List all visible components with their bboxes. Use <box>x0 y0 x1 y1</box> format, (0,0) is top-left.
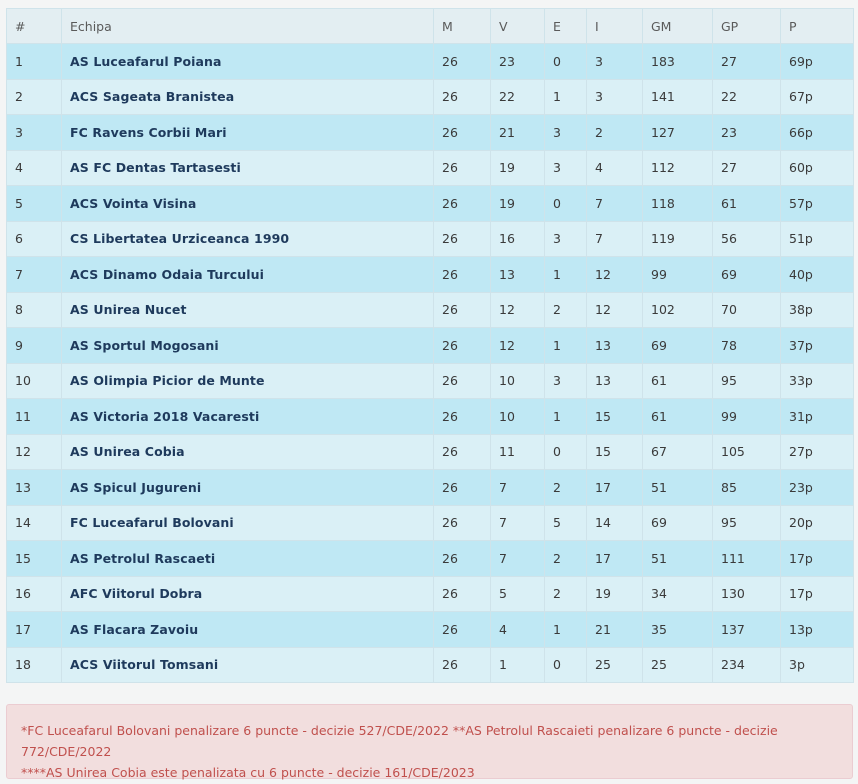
cell-wins: 11 <box>491 434 545 470</box>
cell-goals-for: 34 <box>643 576 713 612</box>
cell-draws: 0 <box>545 44 587 80</box>
table-row <box>7 221 854 257</box>
cell-goals-against: 61 <box>713 186 781 222</box>
standings-table <box>6 8 854 683</box>
cell-losses: 3 <box>587 44 643 80</box>
cell-points: 37p <box>781 328 854 364</box>
cell-played: 26 <box>434 363 491 399</box>
cell-points: 69p <box>781 44 854 80</box>
cell-played: 26 <box>434 44 491 80</box>
cell-team: AFC Viitorul Dobra <box>62 576 434 612</box>
cell-rank: 12 <box>7 434 62 470</box>
cell-goals-against: 70 <box>713 292 781 328</box>
cell-played: 26 <box>434 328 491 364</box>
cell-points: 3p <box>781 647 854 683</box>
cell-goals-against: 111 <box>713 541 781 577</box>
cell-rank: 5 <box>7 186 62 222</box>
header-draws: E <box>545 9 587 44</box>
standings-container <box>6 8 853 683</box>
cell-losses: 15 <box>587 434 643 470</box>
cell-wins: 21 <box>491 115 545 151</box>
cell-goals-against: 95 <box>713 505 781 541</box>
cell-losses: 13 <box>587 328 643 364</box>
cell-losses: 7 <box>587 186 643 222</box>
cell-team: ACS Vointa Visina <box>62 186 434 222</box>
cell-rank: 13 <box>7 470 62 506</box>
cell-goals-for: 183 <box>643 44 713 80</box>
cell-played: 26 <box>434 612 491 648</box>
cell-losses: 19 <box>587 576 643 612</box>
cell-team: AS Olimpia Picior de Munte <box>62 363 434 399</box>
table-row <box>7 505 854 541</box>
cell-wins: 7 <box>491 470 545 506</box>
cell-goals-for: 102 <box>643 292 713 328</box>
cell-goals-against: 69 <box>713 257 781 293</box>
cell-played: 26 <box>434 399 491 435</box>
cell-points: 51p <box>781 221 854 257</box>
cell-points: 33p <box>781 363 854 399</box>
cell-draws: 2 <box>545 541 587 577</box>
cell-points: 31p <box>781 399 854 435</box>
cell-goals-for: 61 <box>643 363 713 399</box>
cell-goals-for: 118 <box>643 186 713 222</box>
header-wins: V <box>491 9 545 44</box>
cell-rank: 1 <box>7 44 62 80</box>
penalty-note <box>6 704 853 779</box>
cell-points: 20p <box>781 505 854 541</box>
cell-rank: 3 <box>7 115 62 151</box>
cell-wins: 5 <box>491 576 545 612</box>
table-row <box>7 576 854 612</box>
cell-points: 38p <box>781 292 854 328</box>
cell-goals-for: 25 <box>643 647 713 683</box>
cell-wins: 19 <box>491 150 545 186</box>
cell-draws: 2 <box>545 576 587 612</box>
cell-rank: 10 <box>7 363 62 399</box>
cell-losses: 3 <box>587 79 643 115</box>
table-row <box>7 79 854 115</box>
cell-team: ACS Dinamo Odaia Turcului <box>62 257 434 293</box>
cell-team: ACS Sageata Branistea <box>62 79 434 115</box>
cell-goals-for: 127 <box>643 115 713 151</box>
cell-team: CS Libertatea Urziceanca 1990 <box>62 221 434 257</box>
cell-played: 26 <box>434 257 491 293</box>
cell-draws: 1 <box>545 612 587 648</box>
cell-points: 67p <box>781 79 854 115</box>
cell-rank: 15 <box>7 541 62 577</box>
cell-goals-for: 141 <box>643 79 713 115</box>
cell-played: 26 <box>434 292 491 328</box>
cell-losses: 2 <box>587 115 643 151</box>
cell-rank: 4 <box>7 150 62 186</box>
cell-team: AS Flacara Zavoiu <box>62 612 434 648</box>
table-row <box>7 115 854 151</box>
cell-team: AS Sportul Mogosani <box>62 328 434 364</box>
cell-wins: 12 <box>491 292 545 328</box>
cell-losses: 25 <box>587 647 643 683</box>
cell-goals-against: 85 <box>713 470 781 506</box>
cell-points: 23p <box>781 470 854 506</box>
header-played: M <box>434 9 491 44</box>
cell-played: 26 <box>434 150 491 186</box>
cell-played: 26 <box>434 115 491 151</box>
cell-losses: 12 <box>587 257 643 293</box>
cell-rank: 8 <box>7 292 62 328</box>
cell-team: ACS Viitorul Tomsani <box>62 647 434 683</box>
table-row <box>7 257 854 293</box>
table-row <box>7 647 854 683</box>
table-row <box>7 328 854 364</box>
cell-wins: 22 <box>491 79 545 115</box>
cell-losses: 12 <box>587 292 643 328</box>
cell-wins: 19 <box>491 186 545 222</box>
cell-points: 66p <box>781 115 854 151</box>
cell-losses: 4 <box>587 150 643 186</box>
table-row <box>7 541 854 577</box>
cell-rank: 6 <box>7 221 62 257</box>
cell-played: 26 <box>434 541 491 577</box>
cell-goals-against: 23 <box>713 115 781 151</box>
cell-goals-against: 95 <box>713 363 781 399</box>
standings-body <box>7 44 854 683</box>
cell-draws: 0 <box>545 186 587 222</box>
cell-draws: 0 <box>545 647 587 683</box>
cell-goals-against: 137 <box>713 612 781 648</box>
cell-played: 26 <box>434 79 491 115</box>
cell-losses: 7 <box>587 221 643 257</box>
table-row <box>7 363 854 399</box>
table-row <box>7 292 854 328</box>
cell-wins: 1 <box>491 647 545 683</box>
cell-played: 26 <box>434 505 491 541</box>
table-row <box>7 44 854 80</box>
cell-team: AS Petrolul Rascaeti <box>62 541 434 577</box>
cell-draws: 3 <box>545 363 587 399</box>
cell-wins: 7 <box>491 505 545 541</box>
cell-goals-for: 69 <box>643 328 713 364</box>
cell-rank: 11 <box>7 399 62 435</box>
cell-draws: 0 <box>545 434 587 470</box>
cell-points: 40p <box>781 257 854 293</box>
table-row <box>7 150 854 186</box>
cell-goals-for: 69 <box>643 505 713 541</box>
cell-draws: 2 <box>545 292 587 328</box>
cell-losses: 21 <box>587 612 643 648</box>
cell-goals-for: 67 <box>643 434 713 470</box>
cell-team: FC Ravens Corbii Mari <box>62 115 434 151</box>
cell-rank: 14 <box>7 505 62 541</box>
cell-points: 13p <box>781 612 854 648</box>
cell-team: AS Unirea Nucet <box>62 292 434 328</box>
table-row <box>7 399 854 435</box>
cell-goals-against: 234 <box>713 647 781 683</box>
cell-draws: 5 <box>545 505 587 541</box>
cell-wins: 10 <box>491 399 545 435</box>
cell-draws: 3 <box>545 115 587 151</box>
cell-goals-for: 51 <box>643 541 713 577</box>
cell-points: 60p <box>781 150 854 186</box>
cell-team: FC Luceafarul Bolovani <box>62 505 434 541</box>
cell-rank: 2 <box>7 79 62 115</box>
penalty-note-line-1: *FC Luceafarul Bolovani penalizare 6 puncte - decizie 527/CDE/2022 **AS Petrolul Rascaieti penalizare 6 puncte - decizie 772/CDE/2022 <box>21 723 778 759</box>
cell-goals-for: 61 <box>643 399 713 435</box>
cell-wins: 16 <box>491 221 545 257</box>
cell-losses: 14 <box>587 505 643 541</box>
cell-draws: 3 <box>545 221 587 257</box>
cell-rank: 18 <box>7 647 62 683</box>
cell-goals-for: 119 <box>643 221 713 257</box>
cell-played: 26 <box>434 221 491 257</box>
cell-points: 17p <box>781 541 854 577</box>
penalty-note-line-2: ****AS Unirea Cobia este penalizata cu 6 puncte - decizie 161/CDE/2023 <box>21 765 475 780</box>
cell-goals-against: 105 <box>713 434 781 470</box>
cell-goals-for: 112 <box>643 150 713 186</box>
cell-played: 26 <box>434 470 491 506</box>
cell-draws: 1 <box>545 79 587 115</box>
cell-rank: 17 <box>7 612 62 648</box>
cell-team: AS Victoria 2018 Vacaresti <box>62 399 434 435</box>
cell-draws: 3 <box>545 150 587 186</box>
cell-goals-against: 78 <box>713 328 781 364</box>
cell-team: AS FC Dentas Tartasesti <box>62 150 434 186</box>
table-row <box>7 470 854 506</box>
cell-losses: 13 <box>587 363 643 399</box>
cell-goals-against: 99 <box>713 399 781 435</box>
header-goals-for: GM <box>643 9 713 44</box>
table-row <box>7 186 854 222</box>
cell-draws: 1 <box>545 328 587 364</box>
table-row <box>7 434 854 470</box>
cell-goals-against: 22 <box>713 79 781 115</box>
header-goals-against: GP <box>713 9 781 44</box>
header-points: P <box>781 9 854 44</box>
cell-wins: 12 <box>491 328 545 364</box>
cell-points: 27p <box>781 434 854 470</box>
header-rank: # <box>7 9 62 44</box>
cell-points: 57p <box>781 186 854 222</box>
cell-goals-for: 51 <box>643 470 713 506</box>
cell-goals-against: 130 <box>713 576 781 612</box>
cell-losses: 15 <box>587 399 643 435</box>
cell-played: 26 <box>434 434 491 470</box>
cell-team: AS Unirea Cobia <box>62 434 434 470</box>
cell-rank: 7 <box>7 257 62 293</box>
cell-played: 26 <box>434 576 491 612</box>
cell-wins: 23 <box>491 44 545 80</box>
cell-wins: 4 <box>491 612 545 648</box>
cell-points: 17p <box>781 576 854 612</box>
header-team: Echipa <box>62 9 434 44</box>
cell-wins: 10 <box>491 363 545 399</box>
cell-goals-for: 99 <box>643 257 713 293</box>
cell-wins: 7 <box>491 541 545 577</box>
cell-draws: 2 <box>545 470 587 506</box>
cell-played: 26 <box>434 647 491 683</box>
cell-rank: 16 <box>7 576 62 612</box>
cell-team: AS Luceafarul Poiana <box>62 44 434 80</box>
cell-goals-for: 35 <box>643 612 713 648</box>
cell-draws: 1 <box>545 399 587 435</box>
cell-losses: 17 <box>587 470 643 506</box>
cell-rank: 9 <box>7 328 62 364</box>
cell-goals-against: 27 <box>713 44 781 80</box>
table-row <box>7 612 854 648</box>
cell-goals-against: 56 <box>713 221 781 257</box>
table-header-row <box>7 9 854 44</box>
header-losses: I <box>587 9 643 44</box>
cell-wins: 13 <box>491 257 545 293</box>
cell-losses: 17 <box>587 541 643 577</box>
cell-played: 26 <box>434 186 491 222</box>
cell-draws: 1 <box>545 257 587 293</box>
cell-team: AS Spicul Jugureni <box>62 470 434 506</box>
cell-goals-against: 27 <box>713 150 781 186</box>
